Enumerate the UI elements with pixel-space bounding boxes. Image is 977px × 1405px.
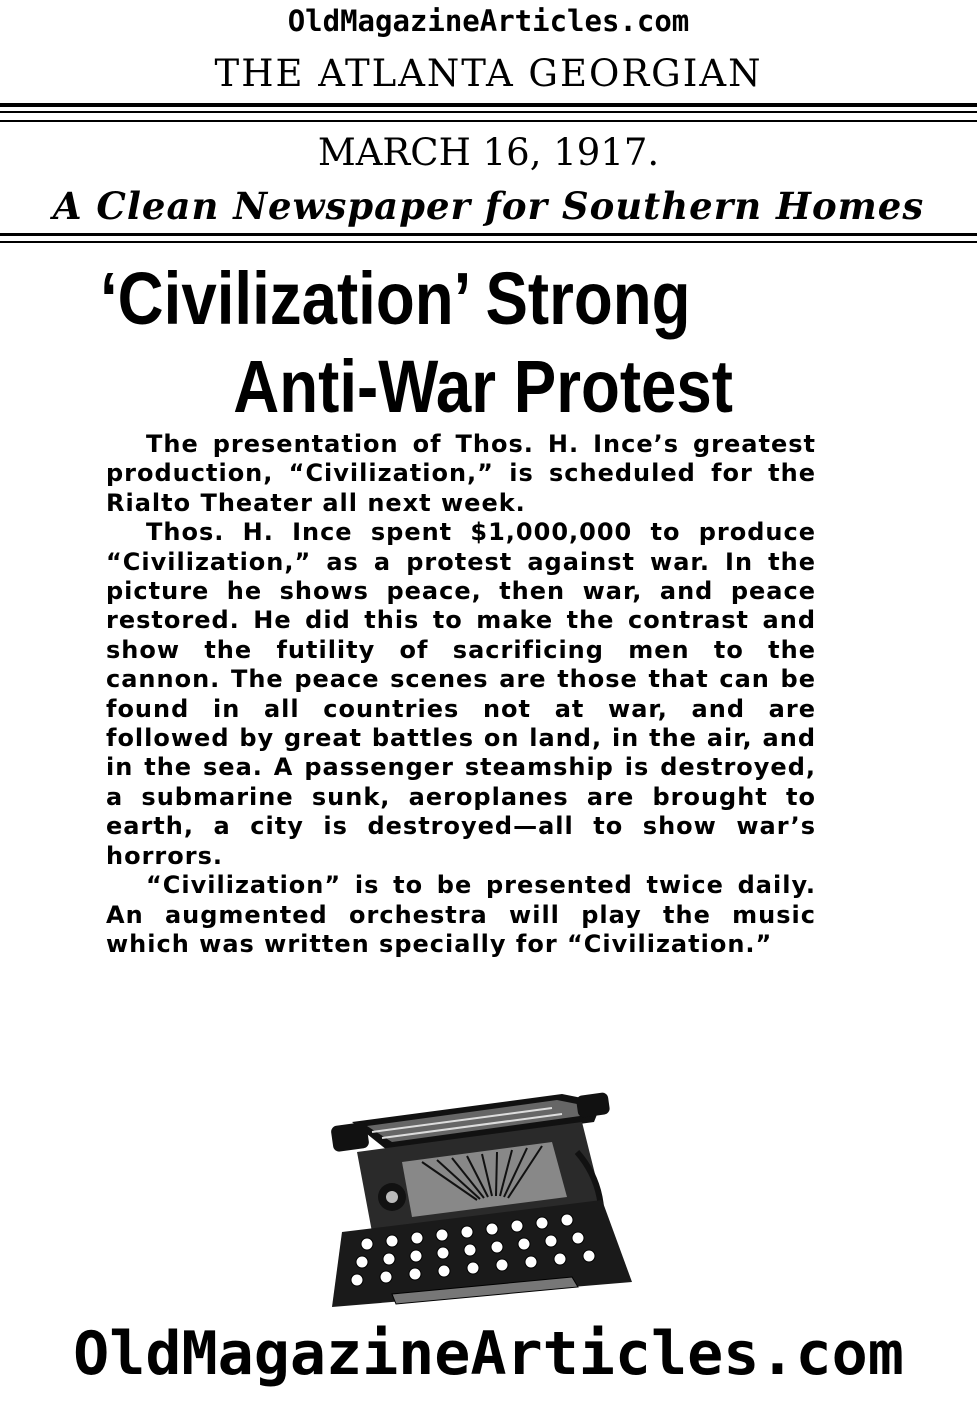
headline-line-1: ‘Civilization’ Strong (100, 257, 691, 340)
headline-line-2: Anti-War Protest (233, 345, 734, 428)
issue-date: MARCH 16, 1917. (317, 131, 660, 174)
typewriter-icon (312, 1082, 642, 1312)
article-paragraph-1: The presentation of Thos. H. Ince’s greatest production, “Civilization,” is scheduled for the Rialto Theater all next week. (106, 430, 816, 517)
article-body (106, 430, 816, 959)
masthead-rule-top-thin (0, 111, 977, 113)
article-paragraph-2: Thos. H. Ince spent $1,000,000 to produce “Civilization,” as a protest against war. In the picture he shows peace, then war, and peace restored. He did this to make the contrast and show the futility of sacrificing men to the cannon. The peace scenes are those that can be found in all countries not at war, and are followed by great battles on land, in the air, and in the sea. A passenger steamship is destroyed, a submarine sunk, aeroplanes are brought to earth, a city is destroyed—all to show war’s horrors. (106, 518, 816, 870)
article-paragraph-3: “Civilization” is to be presented twice daily. An augmented orchestra will play the music which was written specially for “Civilization.” (106, 871, 816, 958)
motto-rule-thin (0, 241, 977, 243)
motto-rule (0, 233, 977, 236)
site-watermark-top: OldMagazineArticles.com (287, 4, 690, 38)
newspaper-motto: A Clean Newspaper for Southern Homes (52, 184, 925, 228)
masthead-rule-top (0, 103, 977, 107)
masthead-rule-top-thin-2 (0, 120, 977, 122)
site-watermark-bottom: OldMagazineArticles.com (73, 1319, 904, 1389)
article-headline (100, 255, 734, 431)
newspaper-name: THE ATLANTA GEORGIAN (214, 52, 763, 95)
